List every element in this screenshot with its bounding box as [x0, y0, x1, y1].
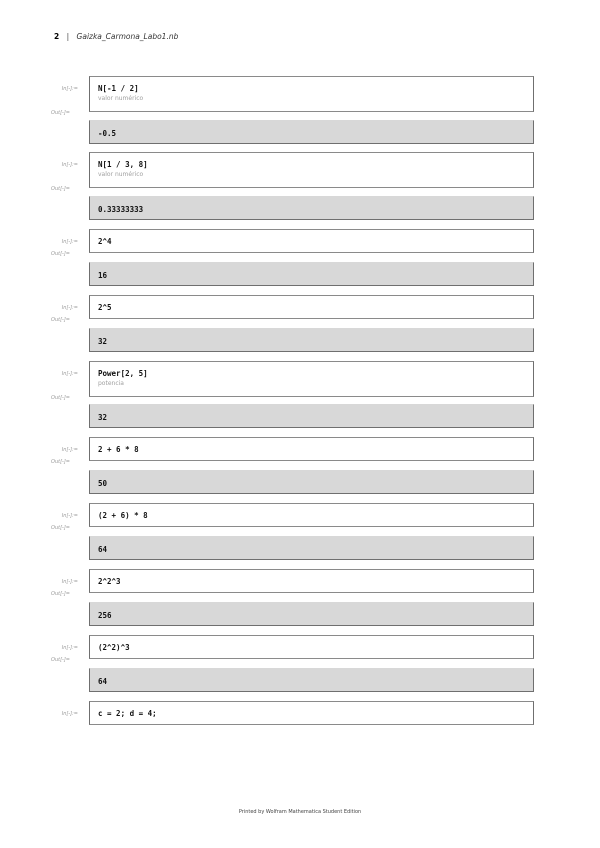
input-cell[interactable] — [89, 152, 534, 188]
input-code: Power[2, 5] — [98, 369, 148, 378]
function-hint: valor numérico — [98, 95, 144, 102]
function-hint: potencia — [98, 380, 124, 387]
output-cell — [89, 602, 534, 626]
input-label: In[-]:= — [61, 371, 78, 377]
input-cell[interactable] — [89, 295, 534, 319]
input-label: In[-]:= — [61, 513, 78, 519]
output-label: Out[-]= — [51, 186, 70, 192]
output-label: Out[-]= — [51, 657, 70, 663]
function-hint: valor numérico — [98, 171, 144, 178]
output-label: Out[-]= — [51, 317, 70, 323]
output-value: 0.33333333 — [98, 205, 144, 214]
input-label: In[-]:= — [61, 579, 78, 585]
input-cell[interactable] — [89, 503, 534, 527]
input-cell[interactable] — [89, 635, 534, 659]
input-label: In[-]:= — [61, 239, 78, 245]
output-cell — [89, 668, 534, 692]
header-separator: | — [66, 32, 70, 41]
output-value: 50 — [98, 479, 108, 488]
print-footer: Printed by Wolfram Mathematica Student Edition — [238, 809, 362, 815]
output-cell — [89, 328, 534, 352]
output-label: Out[-]= — [51, 459, 70, 465]
output-cell — [89, 470, 534, 494]
output-value: 256 — [98, 611, 112, 620]
output-label: Out[-]= — [51, 251, 70, 257]
output-cell — [89, 262, 534, 286]
input-cell[interactable] — [89, 569, 534, 593]
input-code: 2^2^3 — [98, 577, 121, 586]
output-label: Out[-]= — [51, 525, 70, 531]
output-cell — [89, 196, 534, 220]
input-cell[interactable] — [89, 361, 534, 397]
input-label: In[-]:= — [61, 711, 78, 717]
output-label: Out[-]= — [51, 395, 70, 401]
input-code: 2^4 — [98, 237, 112, 246]
input-code: N[-1 / 2] — [98, 84, 139, 93]
input-label: In[-]:= — [61, 86, 78, 92]
output-value: 32 — [98, 337, 108, 346]
input-cell[interactable] — [89, 437, 534, 461]
notebook-filename: Gaizka_Carmona_Labo1.nb — [76, 32, 179, 41]
input-code: (2 + 6) * 8 — [98, 511, 148, 520]
output-cell — [89, 120, 534, 144]
input-code: c = 2; d = 4; — [98, 709, 157, 718]
output-value: 64 — [98, 677, 108, 686]
output-label: Out[-]= — [51, 591, 70, 597]
input-label: In[-]:= — [61, 447, 78, 453]
input-label: In[-]:= — [61, 645, 78, 651]
input-cell[interactable] — [89, 76, 534, 112]
input-code: N[1 / 3, 8] — [98, 160, 148, 169]
input-cell[interactable] — [89, 701, 534, 725]
output-cell — [89, 536, 534, 560]
input-cell[interactable] — [89, 229, 534, 253]
output-value: 64 — [98, 545, 108, 554]
input-code: (2^2)^3 — [98, 643, 130, 652]
input-label: In[-]:= — [61, 305, 78, 311]
input-label: In[-]:= — [61, 162, 78, 168]
output-label: Out[-]= — [51, 110, 70, 116]
output-value: 16 — [98, 271, 108, 280]
input-code: 2^5 — [98, 303, 112, 312]
input-code: 2 + 6 * 8 — [98, 445, 139, 454]
output-value: 32 — [98, 413, 108, 422]
page-number: 2 — [54, 32, 60, 41]
output-cell — [89, 404, 534, 428]
output-value: -0.5 — [98, 129, 117, 138]
